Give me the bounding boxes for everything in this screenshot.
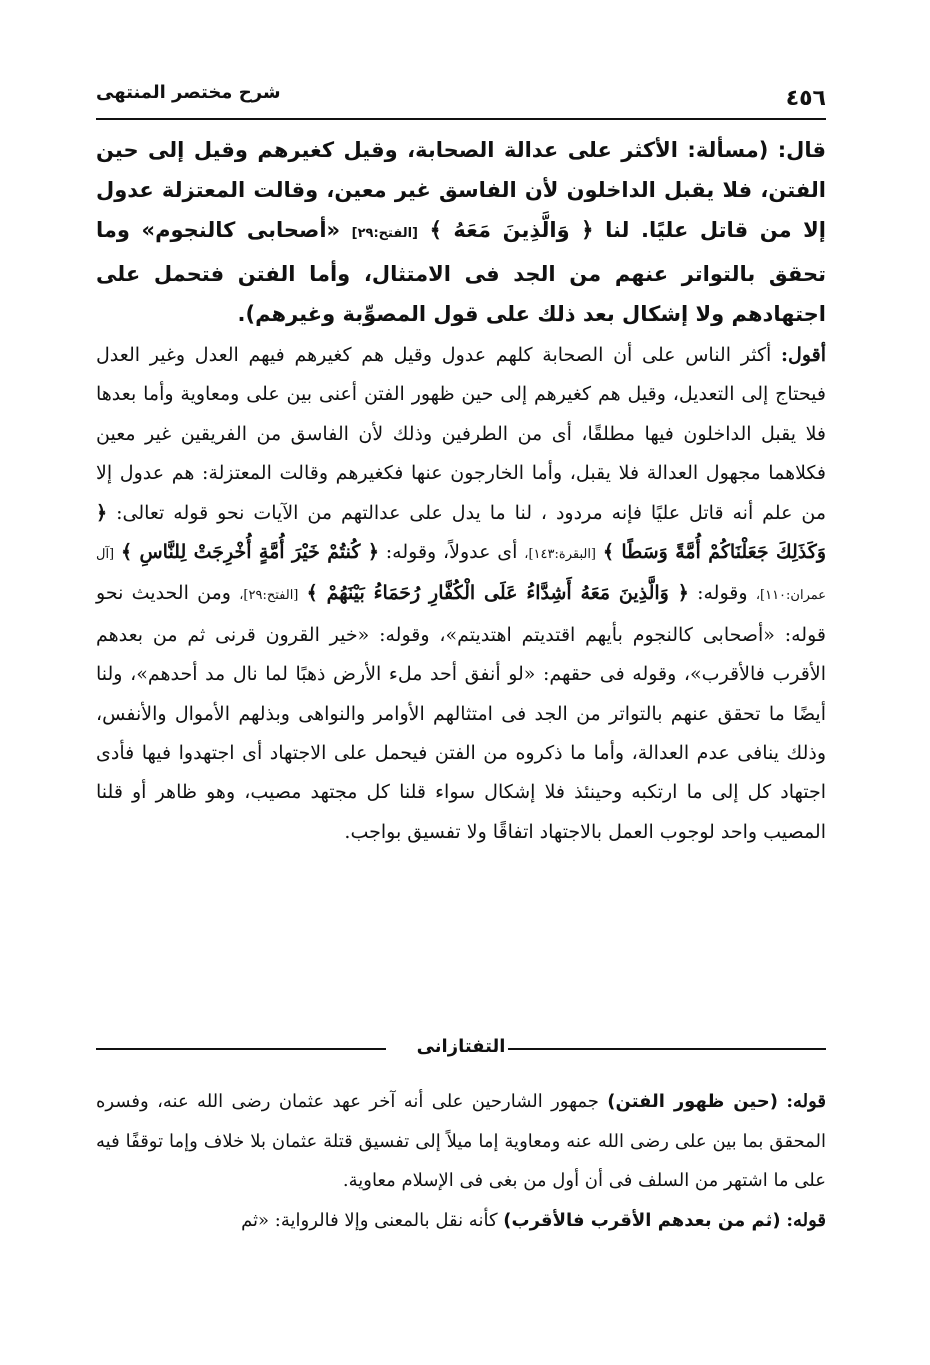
matn-verse-ref: [الفتح:٢٩] (351, 226, 418, 241)
hashiya-text: جمهور الشارحين على أنه آخر عهد عثمان رضى الله عنه، وفسره المحقق بما بين على رضى الله عنه ومعاوية إما ميلاً إلى تفسيق قتلة عثمان بلا خلاف وإما توقفًا فيه على ما اشتهر من السلف فى أن أول من بغى فى الإسلام معاوية. (96, 1091, 826, 1191)
section-divider (96, 1036, 826, 1062)
hashiya-quoted: (حين ظهور الفتن) (607, 1091, 778, 1112)
quran-verse-3: ﴿ وَالَّذِينَ مَعَهُ أَشِدَّاءُ عَلَى الْكُفَّارِ رُحَمَاءُ بَيْنَهُمْ ﴾ (306, 582, 689, 605)
hashiya-text: كأنه نقل بالمعنى وإلا فالرواية: «ثم (241, 1209, 498, 1231)
hashiya-paragraph (96, 1082, 826, 1201)
sharh-block (96, 336, 826, 852)
hashiya-quoted: (ثم من بعدهم الأقرب فالأقرب) (503, 1209, 781, 1231)
running-title: شرح مختصر المنتهى (96, 82, 281, 103)
sharh-text-2: أى عدولاً، وقوله: (385, 541, 518, 564)
divider-rule-left (96, 1048, 386, 1050)
matn-part-2: «أصحابى كالنجوم» وما تحقق بالتواتر عنهم من الجد فى الامتثال، وأما الفتن فتحمل على اجتهادهم ولا إشكال بعد ذلك على قول المصوِّبة وغيرهم). (96, 218, 826, 326)
verse-ref-1: [البقرة:١٤٣]، (524, 547, 597, 563)
verse-ref-3: [الفتح:٢٩]، (239, 588, 299, 604)
matn-block (96, 130, 826, 334)
hashiya-lead: قوله: (786, 1091, 826, 1112)
page-number: ٤٥٦ (785, 86, 826, 111)
matn-paragraph (96, 130, 826, 334)
header-rule (96, 118, 826, 120)
page-header (96, 82, 826, 112)
section-title: التفتازانى (416, 1036, 506, 1057)
sharh-paragraph (96, 336, 826, 852)
sharh-lead: أقول: (781, 344, 827, 366)
hashiya-block (96, 1082, 826, 1240)
quran-verse-2: ﴿ كُنتُمْ خَيْرَ أُمَّةٍ أُخْرِجَتْ لِلنَّاسِ ﴾ (120, 541, 379, 564)
sharh-text-1: أكثر الناس على أن الصحابة كلهم عدول وقيل هم كغيرهم فيهم العدل وغير العدل فيحتاج إلى التعديل، وقيل هم كغيرهم إلى حين ظهور الفتن أعنى بين على ومعاوية وأما بعدها فلا يقبل الداخلون فيها مطلقًا، أى من الطرفين وذلك لأن الفاسق من الفريقين غير معين فكلاهما مجهول العدالة فلا يقبل، وأما الخارجون عنها فكغيرهم وقالت المعتزلة: هم عدول إلا من علم أنه قاتل عليًا فإنه مردود ، لنا ما يدل على عدالتهم من الآيات نحو قوله تعالى: (96, 344, 826, 524)
quran-verse-1: ﴿ وَكَذَلِكَ جَعَلْنَاكُمْ أُمَّةً وَسَطًا ﴾ (96, 501, 827, 564)
hashiya-lead: قوله: (786, 1209, 826, 1231)
hashiya-paragraph (96, 1201, 826, 1241)
matn-verse: ﴿ وَالَّذِينَ مَعَهُ ﴾ (429, 218, 594, 242)
matn-part-1: قال: (مسألة: الأكثر على عدالة الصحابة، وقيل كغيرهم وقيل إلى حين الفتن، فلا يقبل الداخلون لأن الفاسق غير معين، وقالت المعتزلة عدول إلا من قاتل عليًا. لنا (96, 138, 826, 242)
main-text (96, 130, 826, 852)
verse-ref-2: [آل عمران:١١٠]، (96, 547, 827, 604)
sharh-text-3: وقوله: (697, 582, 748, 605)
sharh-text-4: ومن الحديث نحو قوله: «أصحابى كالنجوم بأيهم اقتديتم اهتديتم»، وقوله: «خير القرون قرنى ثم من بعدهم الأقرب فالأقرب»، وقوله فى حقهم: «لو أنفق أحد ملء الأرض ذهبًا لما نال مد أحدهم»، ولنا أيضًا ما تحقق عنهم بالتواتر من الجد فى امتثالهم الأوامر والنواهى وبذلهم الأموال والأنفس، وذلك ينافى عدم العدالة، وأما ما ذكروه من الفتن فيحمل على الاجتهاد أى اجتهدوا فيها فأدى اجتهاد كل إلى ما ارتكبه وحينئذ فلا إشكال سواء قلنا كل مجتهد مصيب، وهو ظاهر أو قلنا المصيب واحد لوجوب العمل بالاجتهاد اتفاقًا ولا تفسيق بواجب. (96, 582, 826, 843)
